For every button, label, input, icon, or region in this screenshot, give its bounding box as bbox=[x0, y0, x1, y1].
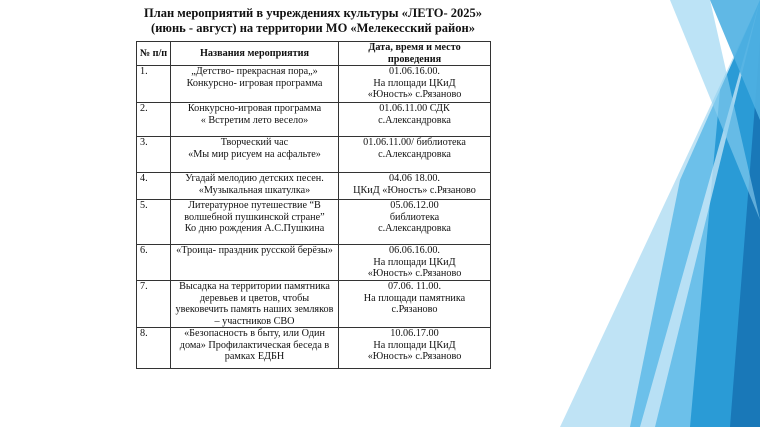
table-row bbox=[137, 281, 491, 328]
event-date-place-line: На площади ЦКиД bbox=[373, 339, 456, 351]
event-date-place-line: На площади ЦКиД bbox=[373, 256, 456, 268]
event-name bbox=[171, 103, 339, 137]
event-name-line: «Мы мир рисуем на асфальте» bbox=[188, 148, 321, 160]
event-date-place-line: 10.06.17.00 bbox=[390, 328, 439, 339]
title-line-1: План мероприятий в учреждениях культуры «ЛЕТО- 2025» bbox=[143, 6, 483, 20]
row-number: 6. bbox=[137, 245, 171, 281]
document-page bbox=[133, 6, 493, 427]
event-name-line: Высадка на территории памятника bbox=[179, 281, 330, 292]
event-name bbox=[171, 328, 339, 369]
event-name-line: – участников СВО bbox=[214, 315, 295, 327]
document-title bbox=[133, 6, 493, 36]
row-number: 5. bbox=[137, 200, 171, 245]
row-number: 4. bbox=[137, 173, 171, 200]
events-table bbox=[136, 41, 491, 369]
event-date-place bbox=[339, 328, 491, 369]
event-date-place-line: 04.06 18.00. bbox=[389, 173, 440, 184]
event-name-line: Литературное путешествие “В bbox=[188, 200, 321, 211]
event-date-place bbox=[339, 66, 491, 103]
event-date-place-line: с.Александровка bbox=[378, 114, 451, 126]
table-row bbox=[137, 103, 491, 137]
event-date-place-line: 05.06.12.00 bbox=[390, 200, 439, 211]
slide-decoration bbox=[560, 0, 760, 427]
event-date-place-line: 01.06.11.00/ библиотека bbox=[363, 137, 466, 148]
event-date-place-line: ЦКиД «Юность» с.Рязаново bbox=[353, 184, 476, 196]
title-line-2: (июнь - август) на территории МО «Мелекесский район» bbox=[151, 21, 475, 35]
event-name-line: Творческий час bbox=[220, 137, 289, 148]
event-date-place bbox=[339, 103, 491, 137]
row-number: 3. bbox=[137, 137, 171, 173]
event-name bbox=[171, 200, 339, 245]
event-date-place bbox=[339, 173, 491, 200]
event-date-place-line: с.Рязаново bbox=[391, 304, 438, 315]
row-number: 2. bbox=[137, 103, 171, 137]
table-header-row bbox=[137, 42, 491, 66]
event-date-place-line: На площади ЦКиД bbox=[373, 77, 456, 89]
event-name-line: Конкурсно-игровая программа bbox=[187, 103, 322, 114]
event-date-place-line: «Юность» с.Рязаново bbox=[367, 89, 462, 100]
event-date-place-line: библиотека bbox=[389, 211, 440, 223]
event-date-place-line: 01.06.11.00 СДК bbox=[379, 103, 450, 114]
event-date-place-line: «Юность» с.Рязаново bbox=[367, 268, 462, 279]
header-place: Дата, время и место проведения bbox=[339, 42, 491, 66]
event-name-line: „Детство- прекрасная пора„» bbox=[191, 66, 318, 77]
row-number: 7. bbox=[137, 281, 171, 328]
event-date-place-line: с.Александровка bbox=[378, 223, 451, 234]
event-date-place-line: 06.06.16.00. bbox=[389, 245, 440, 256]
event-date-place-line: «Юность» с.Рязаново bbox=[367, 351, 462, 362]
table-row bbox=[137, 137, 491, 173]
event-name-line: «Троица- праздник русской берёзы» bbox=[176, 245, 333, 256]
event-date-place bbox=[339, 137, 491, 173]
table-row bbox=[137, 200, 491, 245]
event-name-line: Конкурсно- игровая программа bbox=[186, 77, 323, 89]
event-date-place-line: с.Александровка bbox=[378, 148, 451, 160]
event-name bbox=[171, 245, 339, 281]
event-name bbox=[171, 137, 339, 173]
table-row bbox=[137, 245, 491, 281]
table-row bbox=[137, 173, 491, 200]
event-date-place-line: На площади памятника bbox=[363, 292, 466, 304]
table-row bbox=[137, 66, 491, 103]
table-row bbox=[137, 328, 491, 369]
event-name bbox=[171, 66, 339, 103]
event-name-line: «Безопасность в быту, или Один bbox=[184, 328, 325, 339]
event-name bbox=[171, 281, 339, 328]
event-name bbox=[171, 173, 339, 200]
event-name-line: рамках ЕДБН bbox=[224, 351, 285, 362]
event-name-line: волшебной пушкинской стране” bbox=[184, 211, 325, 223]
event-name-line: Ко дню рождения А.С.Пушкина bbox=[184, 223, 325, 234]
row-number: 8. bbox=[137, 328, 171, 369]
row-number: 1. bbox=[137, 66, 171, 103]
event-date-place-line: 07.06. 11.00. bbox=[387, 281, 442, 292]
event-name-line: «Музыкальная шкатулка» bbox=[198, 184, 311, 196]
event-name-line: увековечить память наших земляков bbox=[175, 304, 334, 315]
event-name-line: деревьев и цветов, чтобы bbox=[199, 292, 310, 304]
event-date-place bbox=[339, 200, 491, 245]
event-name-line: дома» Профилактическая беседа в bbox=[179, 339, 330, 351]
header-name: Названия мероприятия bbox=[171, 42, 339, 66]
event-date-place-line: 01.06.16.00. bbox=[389, 66, 440, 77]
event-date-place bbox=[339, 281, 491, 328]
event-date-place bbox=[339, 245, 491, 281]
header-num: № п/п bbox=[137, 42, 171, 66]
event-name-line: « Встретим лето весело» bbox=[200, 114, 309, 126]
event-name-line: Угадай мелодию детских песен. bbox=[185, 173, 324, 184]
